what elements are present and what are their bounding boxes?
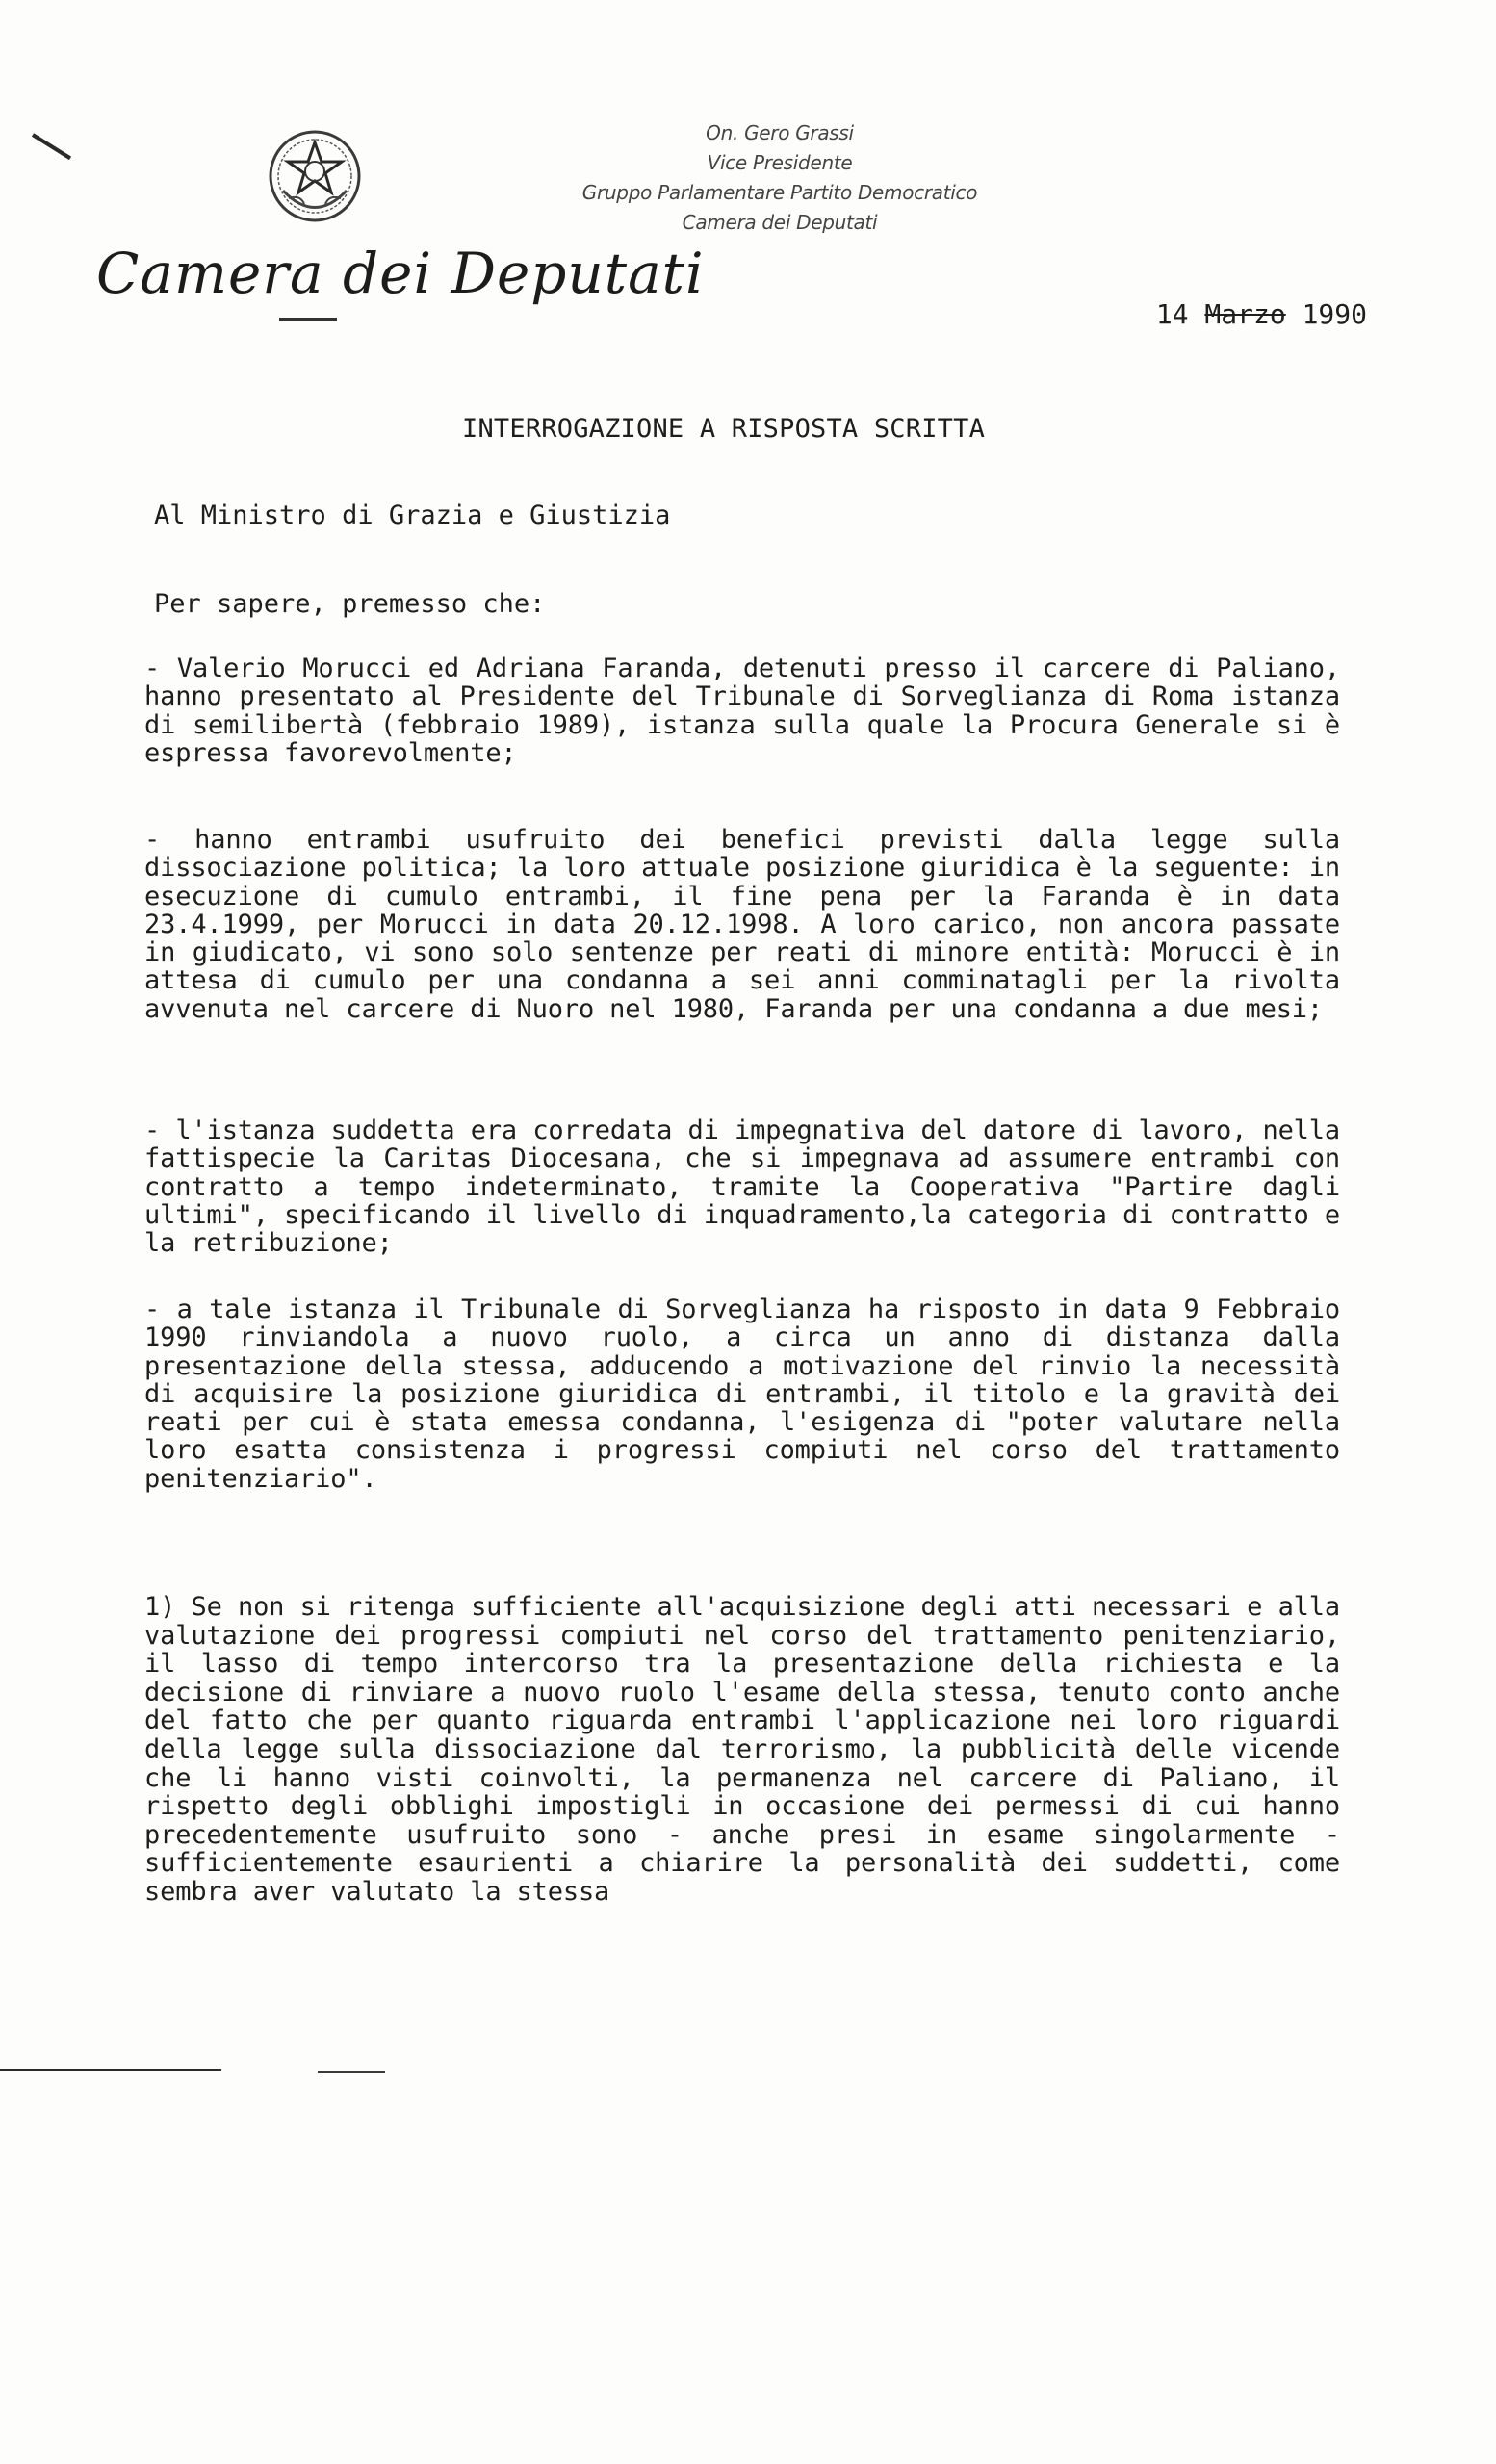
- sender-name: On. Gero Grassi: [706, 121, 854, 144]
- question-1: 1) Se non si ritenga sufficiente all'acquisizione degli atti necessari e alla valutazione dei progressi compiuti nel corso del trattamento penitenziario, il lasso di tempo intercorso tra la presentazione della richiesta e la decisione di rinviare a nuovo ruolo l'esame della stessa, tenuto conto anche del fatto che per quanto riguarda entrambi l'applicazione nei loro riguardi della legge sulla dissociazione dal terrorismo, la pubblicità delle vicende che li hanno visti coinvolti, la permanenza nel carcere di Paliano, il rispetto degli obblighi impostigli in occasione dei permessi di cui hanno precedentemente usufruito sono - anche presi in esame singolarmente - sufficientemente esaurienti a chiarire la personalità dei suddetti, come sembra aver valutato la stessa: [144, 1592, 1340, 1907]
- paragraph: - Valerio Morucci ed Adriana Faranda, detenuti presso il carcere di Paliano, hanno presentato al Presidente del Tribunale di Sorveglianza di Roma istanza di semilibertà (febbraio 1989), istanza sulla quale la Procura Generale si è espressa favorevolmente;: [144, 654, 1340, 768]
- date-day: 14: [1155, 298, 1189, 330]
- intro-line: Per sapere, premesso che:: [154, 589, 546, 619]
- footer-divider: [0, 2069, 221, 2071]
- footer-divider: [318, 2071, 385, 2073]
- paragraph: - a tale istanza il Tribunale di Sorveglianza ha risposto in data 9 Febbraio 1990 rinviandola a nuovo ruolo, a circa un anno di distanza dalla presentazione della stessa, adducendo a motivazione del rinvio la necessità di acquisire la posizione giuridica di entrambi, il titolo e la gravità dei reati per cui è stata emessa condanna, l'esigenza di "poter valutare nella loro esatta consistenza i progressi compiuti nel corso del trattamento penitenziario".: [144, 1295, 1340, 1494]
- paragraph: - hanno entrambi usufruito dei benefici previsti dalla legge sulla dissociazione politica; la loro attuale posizione giuridica è la seguente: in esecuzione di cumulo entrambi, il fine pena per la Faranda è in data 23.4.1999, per Morucci in data 20.12.1998. A loro carico, non ancora passate in giudicato, vi sono solo sentenze per reati di minore entità: Morucci è in attesa di cumulo per una condanna a sei anni comminatagli per la rivolta avvenuta nel carcere di Nuoro nel 1980, Faranda per una condanna a due mesi;: [144, 825, 1340, 1024]
- sender-group: Gruppo Parlamentare Partito Democratico: [581, 181, 978, 204]
- date-year: 1990: [1302, 298, 1367, 330]
- italian-republic-emblem-icon: [262, 123, 368, 229]
- sender-block: [539, 118, 1020, 238]
- addressee: Al Ministro di Grazia e Giustizia: [154, 500, 671, 530]
- scan-mark: [32, 133, 71, 160]
- letter-date: [1078, 298, 1367, 330]
- sender-chamber: Camera dei Deputati: [682, 211, 878, 234]
- chamber-name: Camera dei Deputati: [96, 241, 705, 306]
- paragraph: - l'istanza suddetta era corredata di impegnativa del datore di lavoro, nella fattispecie la Caritas Diocesana, che si impegnava ad assumere entrambi con contratto a tempo indeterminato, tramite la Cooperativa "Partire dagli ultimi", specificando il livello di inquadramento,la categoria di contratto e la retribuzione;: [144, 1116, 1340, 1259]
- date-month: Marzo: [1204, 298, 1286, 330]
- document-heading: INTERROGAZIONE A RISPOSTA SCRITTA: [462, 414, 986, 444]
- sender-role: Vice Presidente: [707, 151, 853, 174]
- letterhead-divider: [279, 318, 337, 321]
